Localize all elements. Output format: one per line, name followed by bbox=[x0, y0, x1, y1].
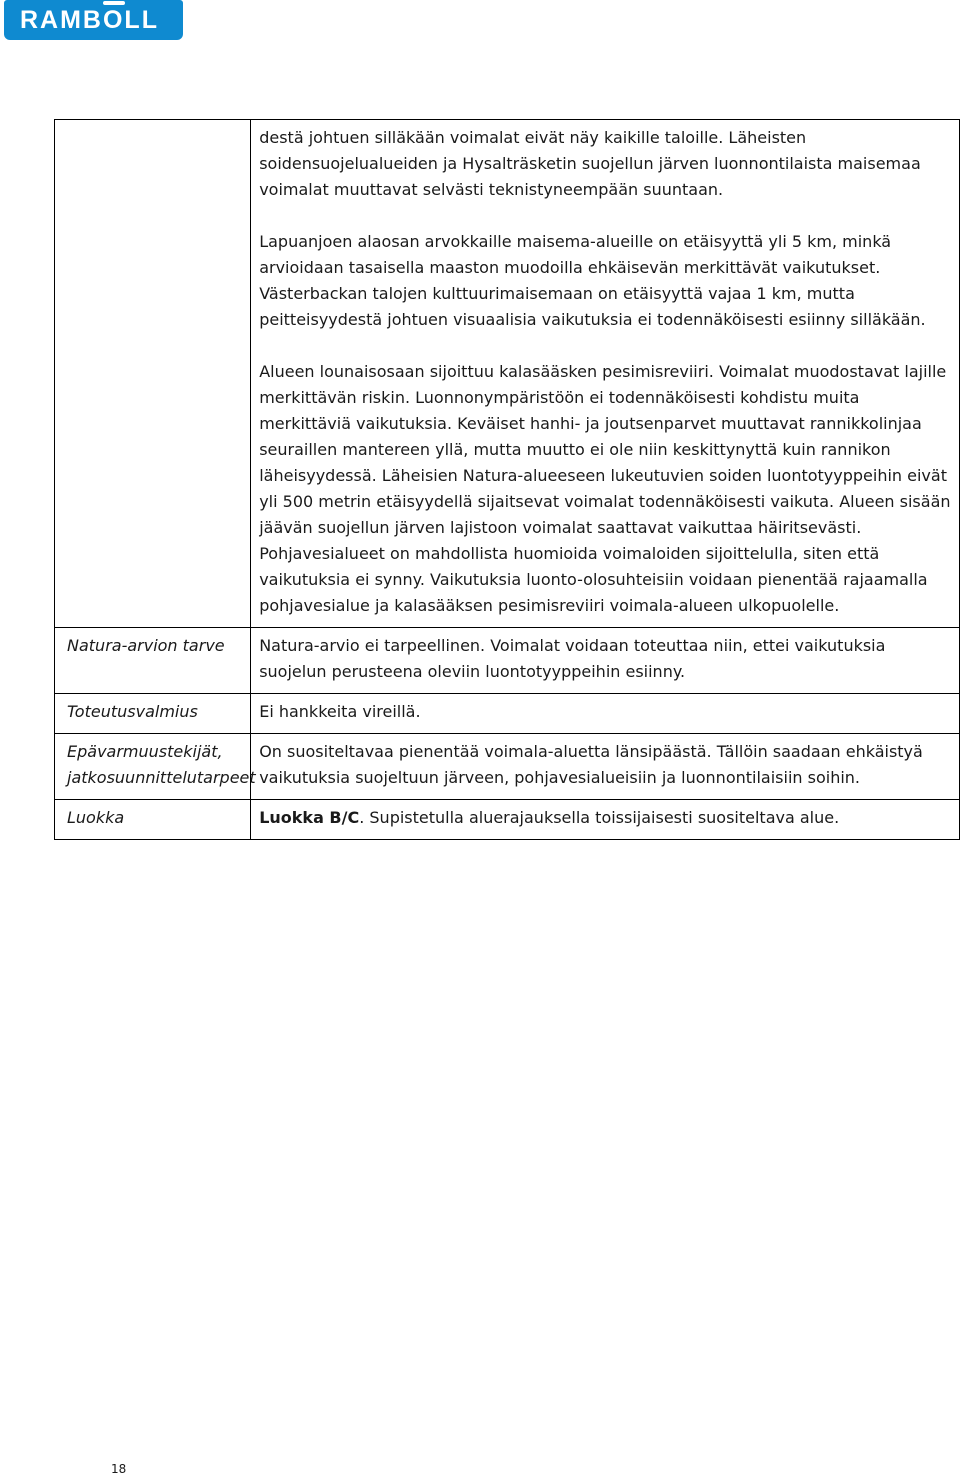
table-row-class bbox=[55, 800, 960, 840]
label-cell bbox=[55, 734, 256, 800]
row-text-class bbox=[251, 800, 959, 839]
row-label-readiness: Toteutusvalmius bbox=[67, 702, 198, 721]
row-label-class: Luokka bbox=[67, 808, 125, 827]
table-row-uncertainties bbox=[55, 734, 960, 800]
paragraph-nature: Alueen lounaisosaan sijoittuu kalasääsken pesimisreviiri. Voimalat muodostavat lajille merkittävän riskin. Luonnonympäristöön ei todennäköisesti kohdistu muita merkittäviä vaikutuksia. Keväiset hanhi- ja joutsenparvet muuttavat rannikkolinjaa seuraillen mantereen yllä, mutta muutto ei ole niin keskittynyttä kuin rannikon läheisyydessä. Läheisien Natura-alueeseen lukeutuvien soiden luontotyyppeihin eivät yli 500 metrin etäisyydellä sijaitsevat voimalat todennäköisesti vaikuta. Alueen sisään jäävän suojellun järven lajistoon voimalat saattavat vaikuttaa häiritsevästi. Pohjavesialueet on mahdollista huomioida voimaloiden sijoittelulla, siten että vaikutuksia ei synny. Vaikutuksia luonto-olosuhteisiin voidaan pienentää rajaamalla pohjavesialue ja kalasääksen pesimisreviiri voimala-alueen ulkopuolelle. bbox=[259, 362, 951, 615]
table-row-natura bbox=[55, 628, 960, 694]
text-cell bbox=[251, 734, 960, 800]
label-cell-empty bbox=[55, 120, 251, 628]
row-label-uncertainties: Epävarmuustekijät, jatkosuunnittelutarpeet bbox=[67, 742, 256, 787]
label-cell bbox=[55, 694, 251, 734]
row-text-natura: Natura-arvio ei tarpeellinen. Voimalat voidaan toteuttaa niin, ettei vaikutuksia suojelun perusteena oleviin luontotyyppeihin esiinny. bbox=[259, 636, 886, 681]
row-label-natura: Natura-arvion tarve bbox=[67, 636, 225, 655]
logo-text: RAMBOLL bbox=[20, 6, 159, 34]
row-text-uncertainties: On suositeltavaa pienentää voimala-aluetta länsipäästä. Tällöin saadaan ehkäistyä vaikutuksia suojeltuun järveen, pohjavesialueisiin ja luonnontilaisiin soihin. bbox=[259, 742, 923, 787]
row-text-readiness: Ei hankkeita vireillä. bbox=[259, 702, 421, 721]
paragraph-landscape-1: destä johtuen silläkään voimalat eivät näy kaikille taloille. Läheisten soidensuojelualueiden ja Hysalträsketin suojellun järven luonnontilaista maisemaa voimalat muuttavat selvästi teknistyneempään suuntaan. bbox=[259, 128, 921, 199]
text-cell bbox=[251, 628, 960, 694]
class-description: . Supistetulla aluerajauksella toissijaisesti suositeltava alue. bbox=[359, 808, 840, 827]
text-cell-continuation bbox=[251, 120, 960, 628]
label-cell bbox=[55, 628, 251, 694]
text-cell bbox=[251, 800, 960, 840]
table-row-readiness bbox=[55, 694, 960, 734]
table-row-continuation bbox=[55, 120, 960, 628]
ramboll-logo bbox=[4, 0, 183, 40]
paragraph-landscape-2: Lapuanjoen alaosan arvokkaille maisema-alueille on etäisyyttä yli 5 km, minkä arvioidaan tasaisella maaston muodoilla ehkäisevän merkittävät vaikutukset. Västerbackan talojen kulttuurimaisemaan on etäisyyttä vajaa 1 km, mutta peitteisyydestä johtuen visuaalisia vaikutuksia ei todennäköisesti esiinny silläkään. bbox=[259, 232, 926, 329]
label-cell bbox=[55, 800, 251, 840]
page-number: 18 bbox=[111, 1462, 127, 1476]
class-value: Luokka B/C bbox=[259, 808, 360, 827]
text-cell bbox=[251, 694, 960, 734]
logo-accent-icon bbox=[103, 1, 125, 5]
assessment-table bbox=[54, 119, 960, 840]
